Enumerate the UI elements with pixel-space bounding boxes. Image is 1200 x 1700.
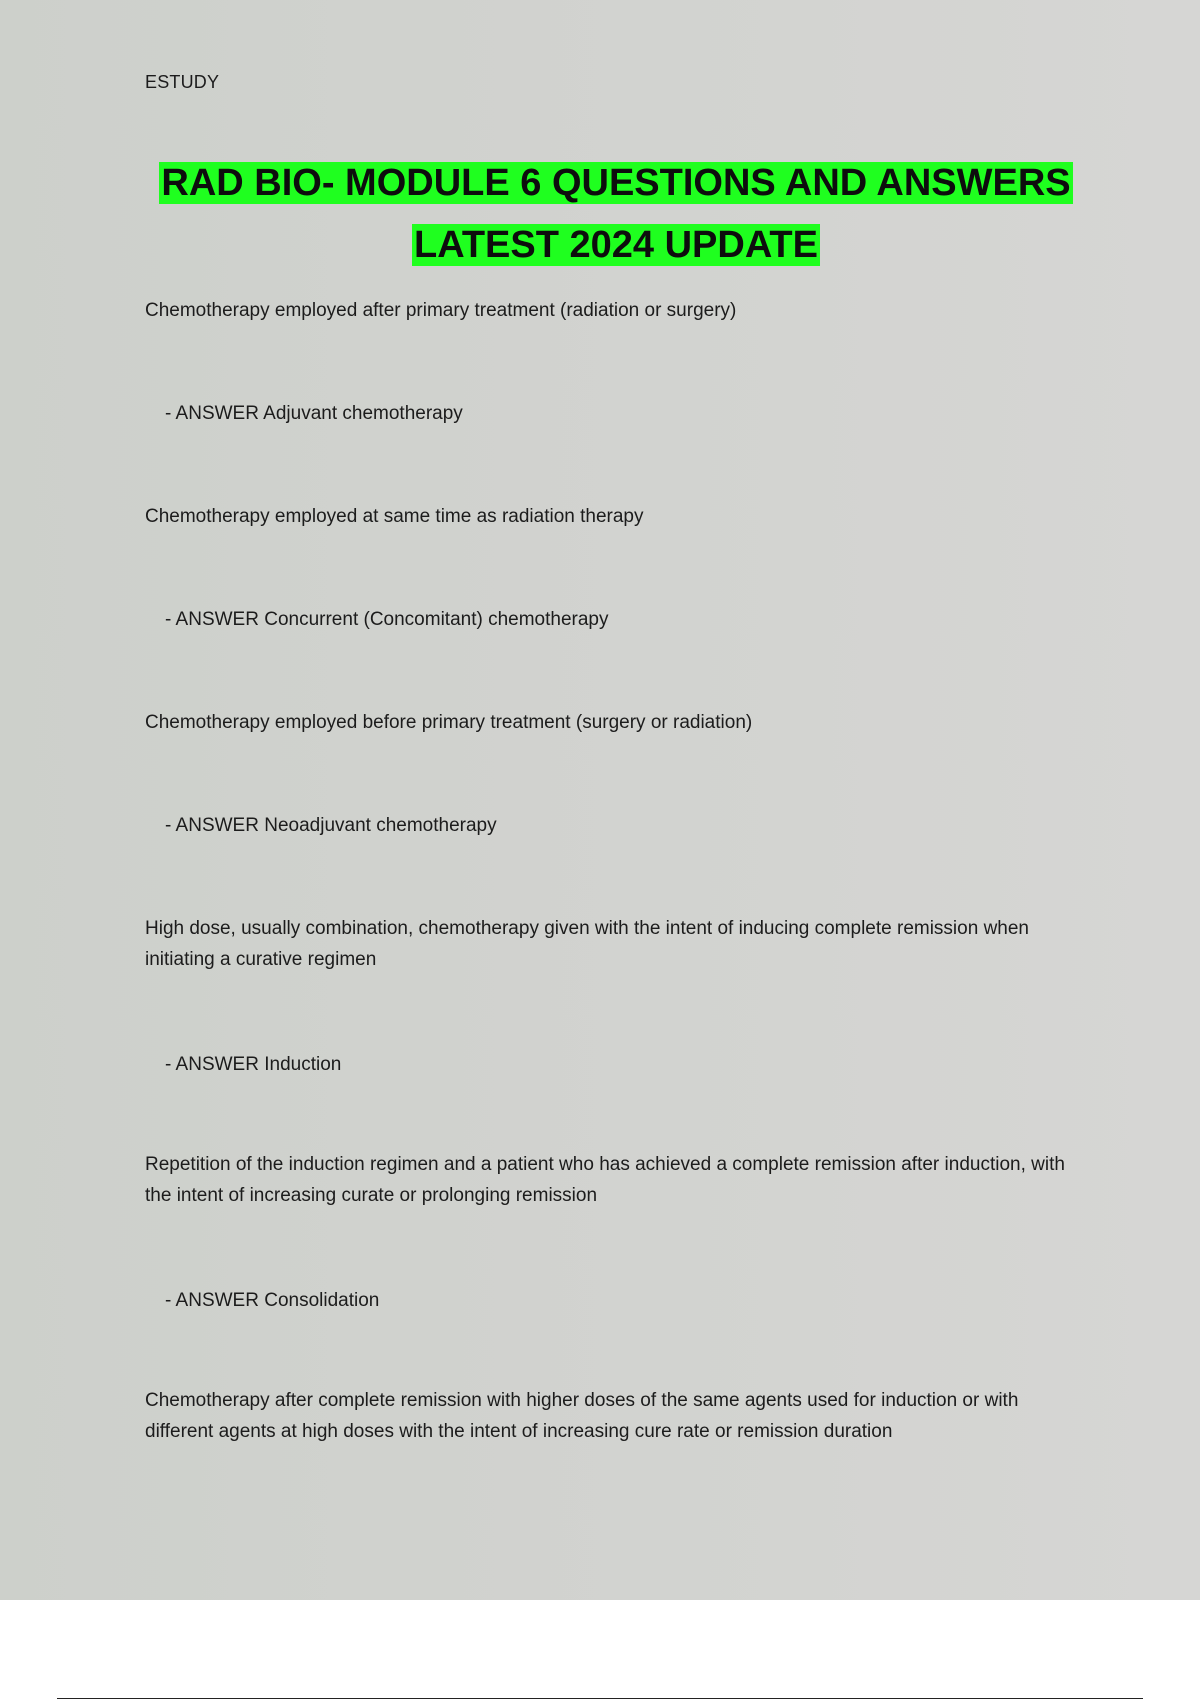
document-title [0,152,1200,276]
brand-label: ESTUDY [145,72,220,92]
answer-3: - ANSWER Neoadjuvant chemotherapy [165,815,497,836]
question-2: Chemotherapy employed at same time as radiation therapy [145,506,644,527]
answer-1: - ANSWER Adjuvant chemotherapy [165,403,463,424]
question-1: Chemotherapy employed after primary treatment (radiation or surgery) [145,300,737,321]
question-4: High dose, usually combination, chemotherapy given with the intent of inducing complete remission when initiating a curative regimen [145,918,1029,970]
title-line-1: RAD BIO- MODULE 6 QUESTIONS AND ANSWERS [161,162,1071,204]
question-5: Repetition of the induction regimen and a patient who has achieved a complete remission after induction, with the intent of increasing curate or prolonging remission [145,1154,1065,1206]
question-3: Chemotherapy employed before primary treatment (surgery or radiation) [145,712,753,733]
answer-4: - ANSWER Induction [165,1054,342,1075]
footer-divider [57,1698,1143,1699]
title-line-2: LATEST 2024 UPDATE [413,224,818,266]
answer-2: - ANSWER Concurrent (Concomitant) chemotherapy [165,609,609,630]
question-6: Chemotherapy after complete remission with higher doses of the same agents used for induction or with different agents at high doses with the intent of increasing cure rate or remission duration [145,1390,1019,1442]
answer-5: - ANSWER Consolidation [165,1290,380,1311]
page-footer [0,1600,1200,1700]
